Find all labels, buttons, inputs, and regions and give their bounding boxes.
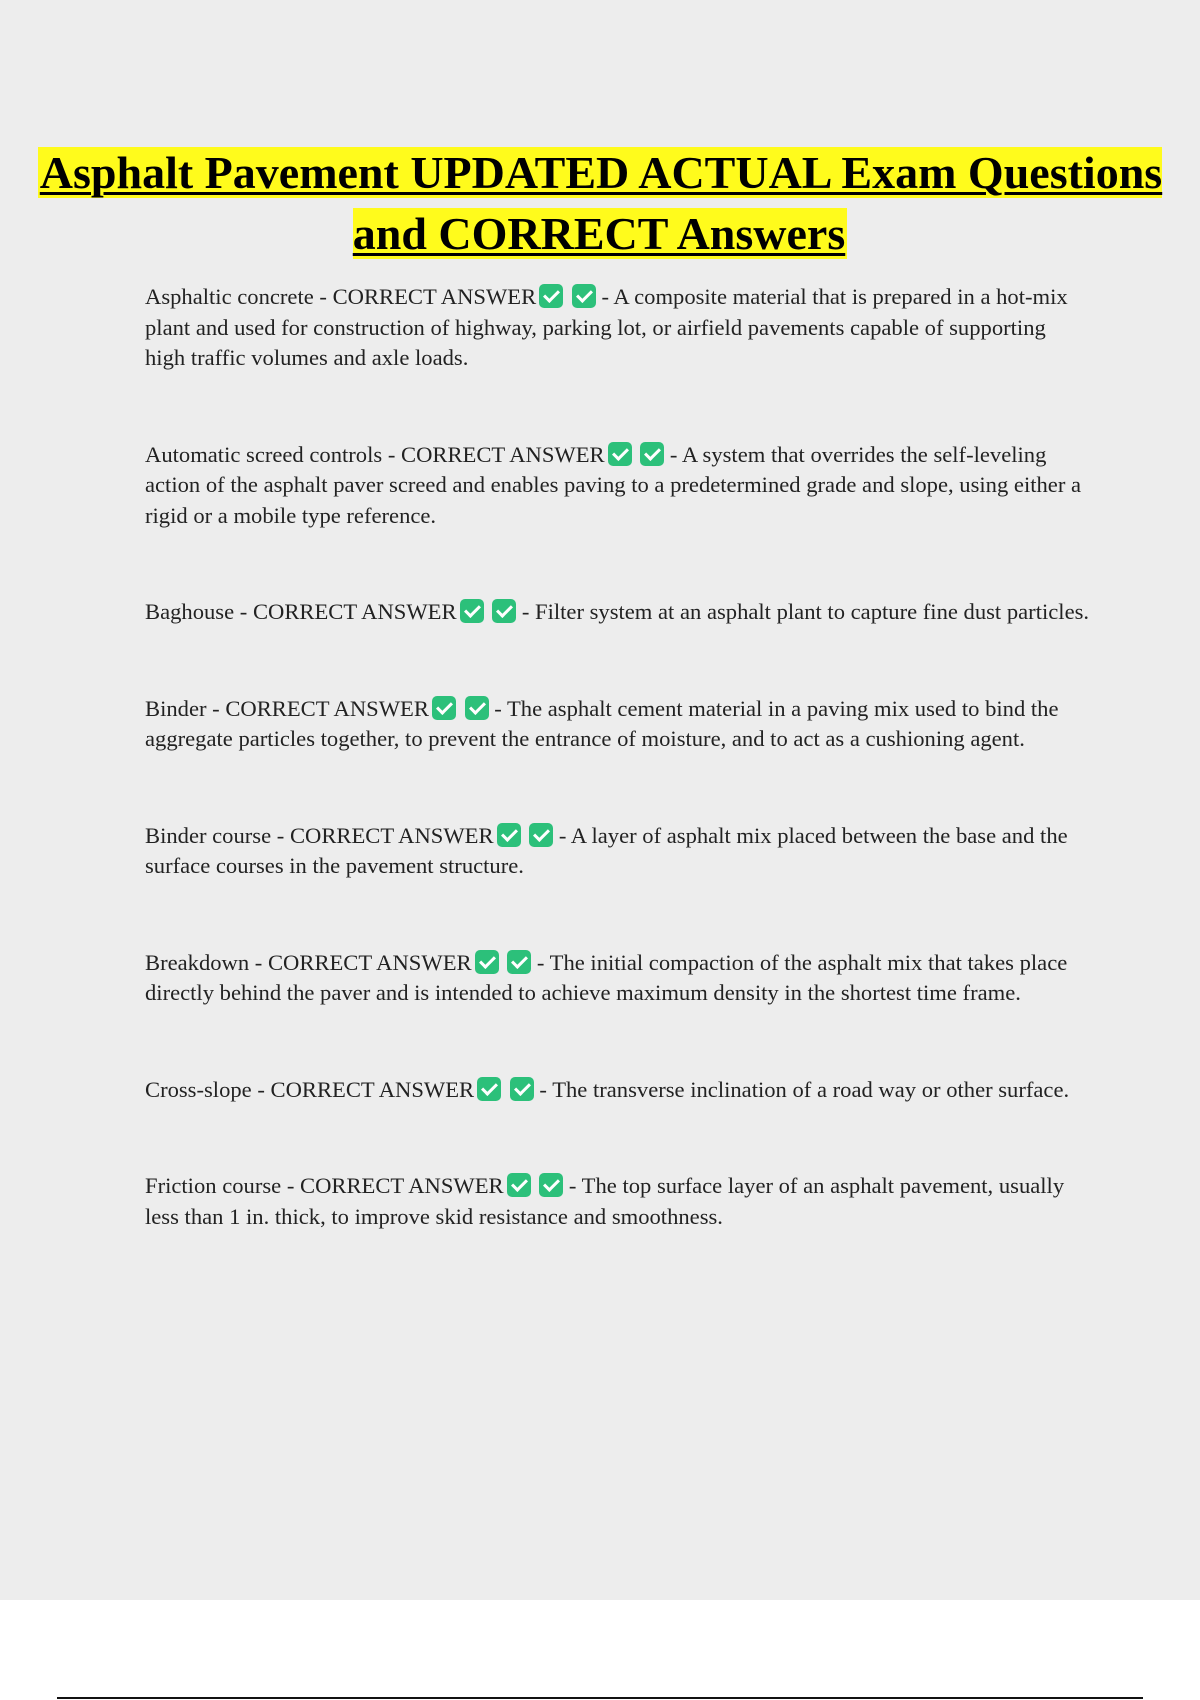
definition-entry: Automatic screed controls - CORRECT ANSWER - A system that overrides the self-leveling action of the asphalt paver screed and enables paving to a predetermined grade and slope, using either a rigid or a mobile type reference. <box>145 441 1082 528</box>
check-mark-icon <box>475 950 499 974</box>
entry-term: Binder <box>145 695 207 721</box>
check-mark-icon <box>539 284 563 308</box>
entry-term: Asphaltic concrete <box>145 284 314 309</box>
entry-answer-marker: CORRECT ANSWER <box>332 284 537 309</box>
definition-entry: Binder course - CORRECT ANSWER - A layer of asphalt mix placed between the base and the surface courses in the pavement structure. <box>145 822 1068 878</box>
check-mark-icon <box>572 284 596 308</box>
page-title <box>0 142 1200 264</box>
check-mark-icon <box>510 1077 534 1101</box>
entry-term: Automatic screed controls <box>145 441 383 467</box>
definition-entry: Breakdown - CORRECT ANSWER - The initial compaction of the asphalt mix that takes place directly behind the paver and is intended to achieve maximum density in the shortest time frame. <box>145 949 1068 1005</box>
check-mark-icon <box>608 442 632 466</box>
definition-entry: Cross-slope - CORRECT ANSWER - The transverse inclination of a road way or other surface. <box>145 1076 1070 1102</box>
entry-definition: Filter system at an asphalt plant to capture fine dust particles. <box>535 599 1090 624</box>
check-mark-icon <box>497 823 521 847</box>
check-mark-icon <box>477 1077 501 1101</box>
entry-definition: A layer of asphalt mix placed between the base and the surface courses in the pavement structure. <box>145 822 1068 878</box>
footer-divider <box>57 1697 1143 1699</box>
check-mark-icon <box>465 696 489 720</box>
page-title-text: Asphalt Pavement UPDATED ACTUAL Exam Questions and CORRECT Answers <box>39 147 1163 259</box>
check-mark-icon <box>529 823 553 847</box>
entry-answer-marker: CORRECT ANSWER <box>225 695 429 721</box>
entry-definition: The transverse inclination of a road way or other surface. <box>552 1076 1070 1102</box>
entry-answer-marker: CORRECT ANSWER <box>401 441 605 467</box>
check-mark-icon <box>492 599 516 623</box>
entry-term: Friction course <box>145 1173 282 1198</box>
check-mark-icon <box>640 442 664 466</box>
entry-term: Cross-slope <box>145 1076 252 1102</box>
entry-answer-marker: CORRECT ANSWER <box>300 1173 504 1198</box>
entry-term: Breakdown <box>145 949 250 975</box>
definition-entry: Binder - CORRECT ANSWER - The asphalt cement material in a paving mix used to bind the aggregate particles together, to prevent the entrance of moisture, and to act as a cushioning agent. <box>145 695 1059 751</box>
entry-definition: A composite material that is prepared in a hot-mix plant and used for construction of highway, parking lot, or airfield pavements capable of supporting high traffic volumes and axle loads. <box>145 284 1068 370</box>
entry-answer-marker: CORRECT ANSWER <box>252 599 457 624</box>
check-mark-icon <box>507 1173 531 1197</box>
definition-entry: Friction course - CORRECT ANSWER - The top surface layer of an asphalt pavement, usually less than 1 in. thick, to improve skid resistance and smoothness. <box>145 1173 1065 1229</box>
entry-term: Baghouse <box>145 599 235 624</box>
definition-entry: Asphaltic concrete - CORRECT ANSWER - A composite material that is prepared in a hot-mix plant and used for construction of highway, parking lot, or airfield pavements capable of supporting high traffic volumes and axle loads. <box>145 284 1068 370</box>
check-mark-icon <box>432 696 456 720</box>
entry-definition: The asphalt cement material in a paving mix used to bind the aggregate particles together, to prevent the entrance of moisture, and to act as a cushioning agent. <box>145 695 1059 751</box>
entry-definition: The top surface layer of an asphalt pavement, usually less than 1 in. thick, to improve skid resistance and smoothness. <box>145 1173 1065 1229</box>
entry-answer-marker: CORRECT ANSWER <box>289 822 494 848</box>
entry-definition: A system that overrides the self-leveling action of the asphalt paver screed and enables paving to a predetermined grade and slope, using either a rigid or a mobile type reference. <box>145 441 1082 528</box>
definition-entry: Baghouse - CORRECT ANSWER - Filter system at an asphalt plant to capture fine dust particles. <box>145 599 1090 624</box>
entry-definition: The initial compaction of the asphalt mix that takes place directly behind the paver and is intended to achieve maximum density in the shortest time frame. <box>145 949 1068 1005</box>
check-mark-icon <box>460 599 484 623</box>
entry-answer-marker: CORRECT ANSWER <box>267 949 472 975</box>
entry-term: Binder course <box>145 822 272 848</box>
check-mark-icon <box>507 950 531 974</box>
entry-answer-marker: CORRECT ANSWER <box>270 1076 475 1102</box>
definition-list <box>145 282 1090 1232</box>
check-mark-icon <box>539 1173 563 1197</box>
